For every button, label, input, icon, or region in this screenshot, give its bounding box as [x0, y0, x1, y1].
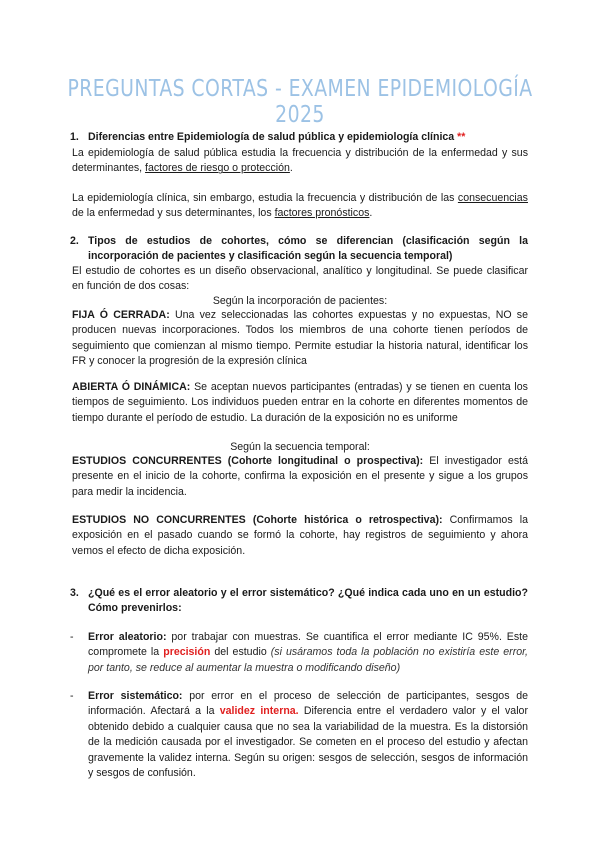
stars-marker: ** [457, 131, 466, 143]
term-text: Una vez seleccionadas las cohortes expuestas y no expuestas, NO se producen nuevas incorporaciones. Todos los miembros de una cohorte tienen períodos de seguimiento que comienzan al mismo tiempo. Permite estudiar la historia natural, identificar los FR y conocer la progresión de la expresión clínica [72, 309, 528, 368]
term-text: por error en el proceso de selección de participantes, sesgos de información. Afectará a la [88, 690, 528, 718]
q3-bullet-aleatorio [70, 630, 528, 676]
q2-concurrentes [72, 454, 528, 500]
page-title: PREGUNTAS CORTAS - EXAMEN EPIDEMIOLOGÍA 2025 [67, 76, 533, 128]
underlined-text: factores pronósticos [274, 207, 370, 220]
term-label: ESTUDIOS NO CONCURRENTES (Cohorte histórica o retrospectiva): [72, 514, 443, 526]
text: . [369, 207, 373, 220]
q1-paragraph-2 [72, 191, 528, 222]
text: . [289, 162, 293, 175]
q2-fija [72, 308, 528, 370]
q1-paragraph-1 [72, 146, 528, 177]
question-number: 3. [70, 587, 79, 599]
q2-subheading-2: Según la secuencia temporal: [230, 441, 370, 453]
underlined-text: factores de riesgo o protección [145, 162, 290, 175]
term-text: Confirmamos la exposición en el pasado cuando se formó la cohorte, hay registros de seguimiento y ahora vemos el efecto de dicha exposición. [72, 514, 528, 557]
q2-subheading-1: Según la incorporación de pacientes: [212, 295, 388, 307]
bullet-dash: - [70, 690, 74, 702]
term-text: por trabajar con muestras. Se cuantifica el error mediante IC 95%. Este compromete la [88, 631, 528, 659]
question-text: ¿Qué es el error aleatorio y el error sistemático? ¿Qué indica cada uno en un estudio? Cómo prevenirlos: [88, 587, 528, 615]
text: La epidemiología de salud pública estudia la frecuencia y distribución de la enfermedad y sus determinantes, [72, 147, 528, 175]
q2-intro: El estudio de cohortes es un diseño observacional, analítico y longitudinal. Se puede clasificar en función de dos cosas: [72, 265, 528, 293]
term-label: Error sistemático: [88, 690, 183, 702]
term-label: ABIERTA Ó DINÁMICA: [72, 381, 191, 393]
question-number: 1. [70, 131, 79, 143]
highlight-text: validez interna. [219, 705, 299, 718]
term-label: Error aleatorio: [88, 631, 167, 643]
term-label: ESTUDIOS CONCURRENTES (Cohorte longitudinal o prospectiva): [72, 455, 424, 467]
highlight-text: precisión [163, 646, 211, 659]
question-number: 2. [70, 235, 79, 247]
q2-no-concurrentes [72, 513, 528, 559]
question-3-heading [70, 586, 528, 617]
question-text: Tipos de estudios de cohortes, cómo se diferencian (clasificación según la incorporación de pacientes y clasificación según la secuencia temporal) [88, 235, 528, 263]
text: de la enfermedad y sus determinantes, los [72, 207, 272, 220]
question-1-heading [70, 130, 528, 145]
question-2-heading [70, 234, 528, 265]
italic-note: (si usáramos toda la población no existiría este error, por tanto, se reduce al aumentar la muestra o modificando diseño) [88, 646, 528, 674]
term-text: del estudio [214, 646, 267, 659]
underlined-text: consecuencias [457, 192, 528, 204]
term-text: Se aceptan nuevos participantes (entradas) y se tienen en cuenta los tiempos de seguimiento. Los individuos pueden entrar en la cohorte en diferentes momentos de tiempo durante el período de estudio. La duración de la exposición no es uniforme [72, 381, 528, 424]
text: La epidemiología clínica, sin embargo, estudia la frecuencia y distribución de las [72, 192, 455, 204]
bullet-dash: - [70, 631, 74, 643]
term-text: Diferencia entre el verdadero valor y el valor obtenido debido a cualquier causa que no sea la variabilidad de la muestra. Es la distorsión de la medición causada por el investigador. Se cometen en el proceso del estudio y afectan gravemente la validez interna. Según su origen: sesgos de selección, sesgos de información y sesgos de confusión. [88, 705, 528, 780]
q3-bullet-sistematico [70, 689, 528, 781]
term-label: FIJA Ó CERRADA: [72, 309, 170, 321]
question-text: Diferencias entre Epidemiología de salud pública y epidemiología clínica [88, 131, 455, 143]
term-text: El investigador está presente en el inicio de la cohorte, confirma la exposición en el presente y sigue a los grupos para medir la incidencia. [72, 455, 528, 498]
q2-abierta [72, 380, 528, 426]
